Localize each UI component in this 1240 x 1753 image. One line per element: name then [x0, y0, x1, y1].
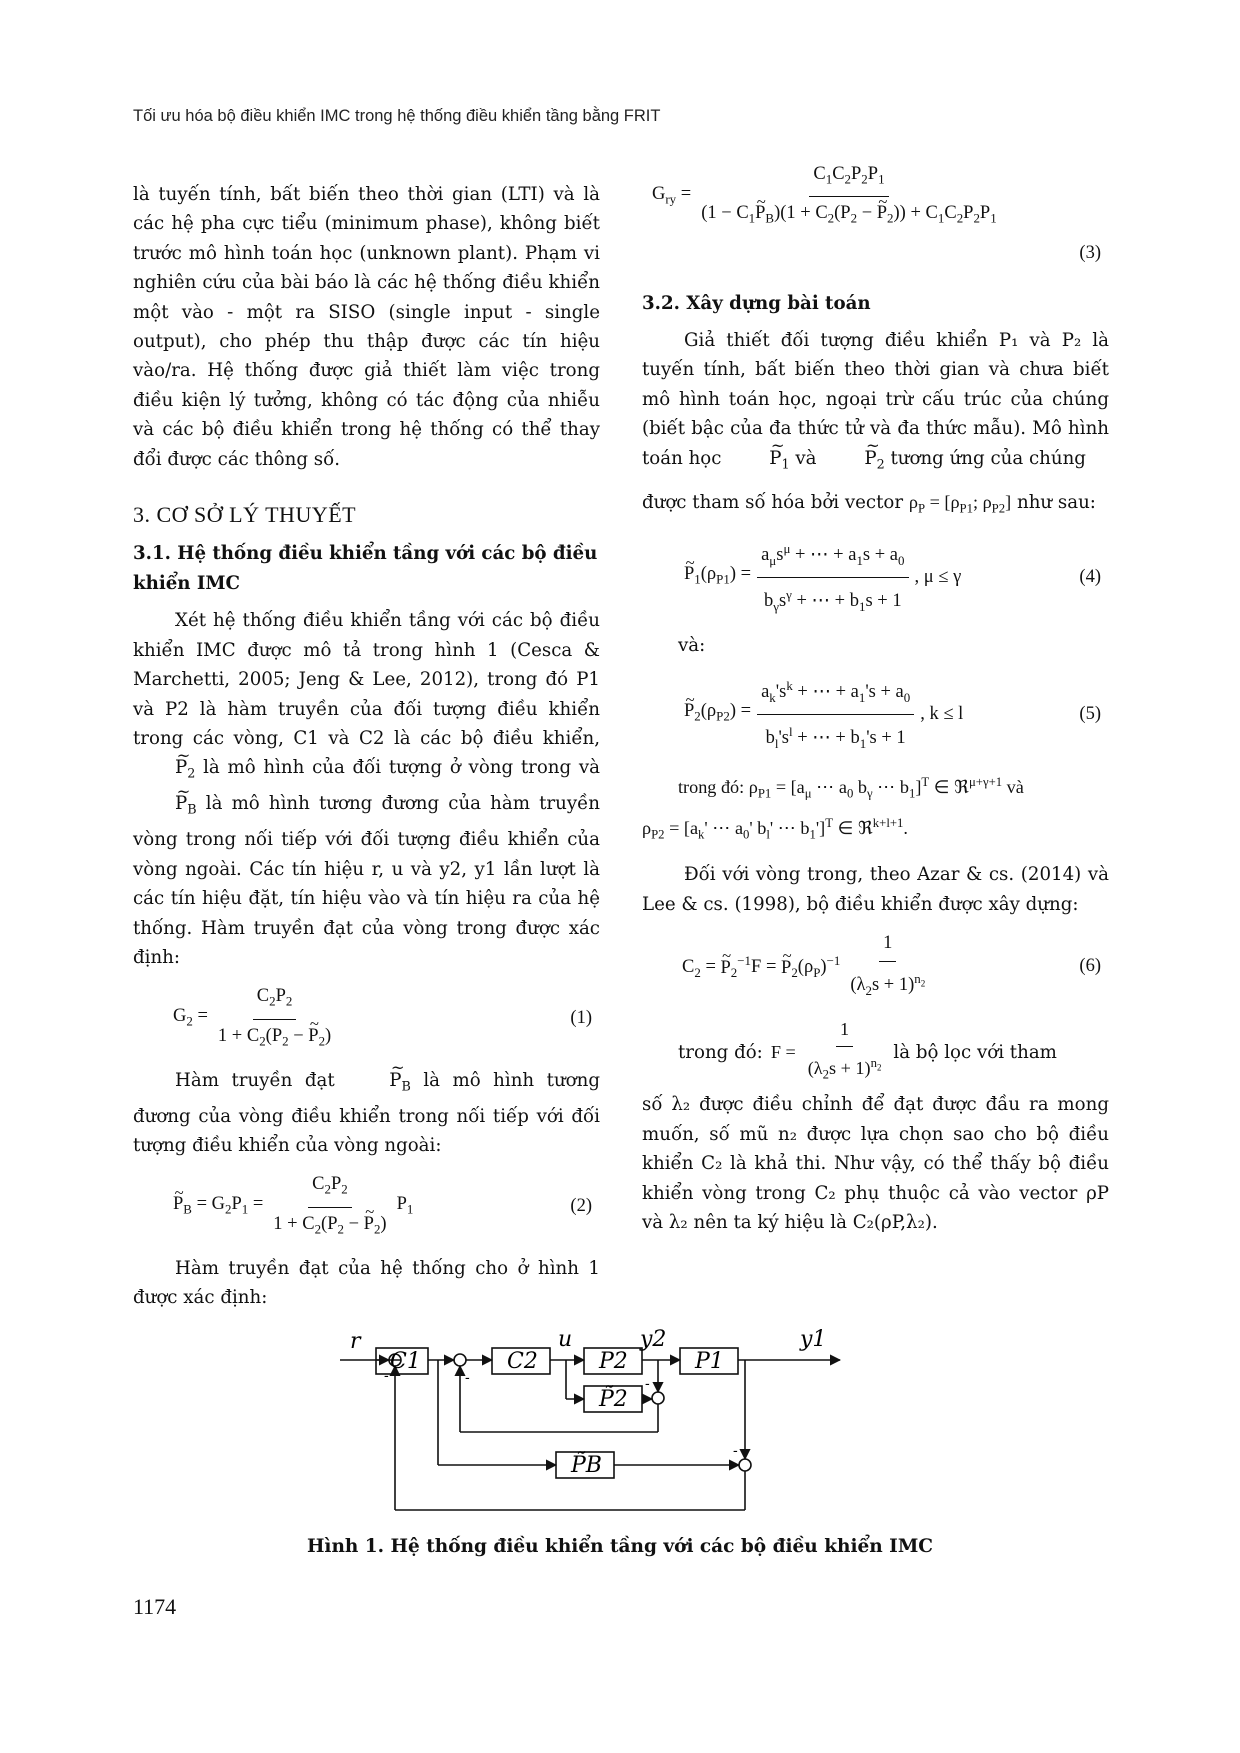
sign-inner: - [465, 1370, 470, 1386]
equation-2-number: (2) [570, 1196, 592, 1217]
block-p2-model-label: P̃2 [599, 1387, 628, 1412]
sign-pb: - [733, 1443, 738, 1459]
parameter-paragraph: được tham số hóa bởi vector $\rho_P = [\rho_{P1}$; $\rho_{P2}$] như sau: [642, 491, 1096, 516]
pb-tilde-symbol: ~ $P_B$ [133, 793, 197, 814]
equation-4: ~ $P_1(\rho_{P1})$ = $\frac{a_\mu s^\mu + \cdots + a_1s + a_0}{b_\gamma s^\gamma + \cdots + b_1s + 1}$ , μ ≤ γ (4) [642, 534, 1109, 622]
block-c1-label: C1 [390, 1349, 421, 1374]
conclusion-paragraph: số λ₂ được điều chỉnh để đạt được đầu ra mong muốn, số mũ n₂ được lựa chọn sao cho bộ điều khiển C₂ là khả thi. Như vậy, có thể thấy bộ điều khiển vòng trong C₂ phụ thuộc cả vào vector ρP và λ₂ nên ta ký hiệu là C₂(ρP,λ₂). [642, 1094, 1109, 1233]
signal-y1: y1 [800, 1327, 827, 1352]
sum-junction-inner [454, 1354, 466, 1366]
equation-6: $C_2$ = ~ $P_2^{-1}F$ = ~ $P_2(\rho_P)^{-1}$ $\frac{1}{(\lambda_2s + 1)^{n_2}}$ (6) [642, 929, 1109, 1005]
sign-p2: - [645, 1376, 650, 1392]
left-column [133, 180, 600, 1312]
cascade-block-diagram [340, 1320, 910, 1525]
sign-outer: - [384, 1368, 389, 1384]
equation-3-number: (3) [1079, 243, 1101, 264]
equation-4-number: (4) [1079, 566, 1101, 587]
cascade-paragraph: Xét hệ thống điều khiển tầng với các bộ điều khiển IMC được mô tả trong hình 1 (Cesca & Marchetti, 2005; Jeng & Lee, 2012), trong đó P1 và P2 là hàm truyền của đối tượng điều khiển trong các vòng, C1 và C2 là các bộ điều khiển, ~ $P_2$ là mô hình của đối tượng ở vòng trong và ~ $P_B$ là mô hình tương đương của hàm truyền vòng trong nối tiếp với đối tượng điều khiển của vòng ngoài. Các tín hiệu r, u và y2, y1 lần lượt là các tín hiệu đặt, tín hiệu vào và tín hiệu ra của hệ thống. Hàm truyền đạt của vòng trong được xác định: [133, 606, 600, 972]
system-paragraph: Hàm truyền đạt của hệ thống cho ở hình 1 được xác định: [133, 1257, 600, 1309]
subsection-heading-3-1: 3.1. Hệ thống điều khiển tầng với các bộ điều khiển IMC [133, 543, 598, 594]
p2-tilde-symbol: ~ $P_2$ [133, 757, 195, 778]
intro-paragraph: là tuyến tính, bất biến theo thời gian (LTI) và là các hệ pha cực tiểu (minimum phase), không biết trước mô hình toán học (unknown plant). Phạm vi nghiên cứu của bài báo là các hệ thống điều khiển một vào - một ra SISO (single input - single output), cho phép thu thập được các tín hiệu vào/ra. Hệ thống được giả thiết làm việc trong điều kiện lý tưởng, không có tác động của nhiễu và các bộ điều khiển trong hệ thống có thể thay đổi được các thông số. [133, 184, 600, 470]
signal-y2: y2 [640, 1327, 667, 1352]
block-p1-label: P1 [695, 1349, 724, 1374]
equation-5-number: (5) [1079, 703, 1101, 724]
pb-paragraph: Hàm truyền đạt ~ $P_B$ là mô hình tương đương của vòng điều khiển trong nối tiếp với đối tượng điều khiển của vòng ngoài: [133, 1066, 600, 1161]
equation-1: $G_2$ = $\frac{C_2P_2}{1 + C_2(P_2 - \sim P_2)}$ (1) [133, 982, 600, 1055]
page-number: 1174 [133, 1594, 177, 1619]
subsection-heading-3-2: 3.2. Xây dựng bài toán [642, 292, 871, 314]
rho-p2-definition: $\rho_{P2} = [a_k'$ ⋯ $a_0'$ $b_l'$ ⋯ $b_1']^T$ ∈ ℜ$^{k+l+1}$. [642, 816, 908, 842]
problem-paragraph: Giả thiết đối tượng điều khiển P₁ và P₂ là tuyến tính, bất biến theo thời gian và chưa biết mô hình toán học, ngoại trừ cấu trúc của chúng (biết bậc của đa thức tử và đa thức mẫu). Mô hình toán học ~ $P_1$ và ~ $P_2$ tương ứng của chúng [642, 326, 1109, 480]
signal-r: r [350, 1329, 361, 1354]
figure-caption: Hình 1. Hệ thống điều khiển tầng với các bộ điều khiển IMC [306, 1536, 934, 1557]
signal-u: u [558, 1327, 573, 1352]
block-pb-model-label: P̃B [571, 1453, 602, 1478]
equation-6-number: (6) [1079, 956, 1101, 977]
and-text: và: [678, 635, 706, 657]
equation-5: ~ $P_2(\rho_{P2})$ = $\frac{a_k's^k + \cdots + a_1's + a_0}{b_l's^l + \cdots + b_1's + 1}$ , k ≤ l (5) [642, 671, 1109, 759]
right-column [642, 160, 1109, 1237]
sum-junction-p2 [652, 1392, 664, 1404]
block-c2-label: C2 [507, 1349, 538, 1374]
rho-definition: trong đó: $\rho_{P1} = [a_\mu$ ⋯ $a_0$ $b_\gamma$ ⋯ $b_1]^T$ ∈ ℜ$^{\mu+\gamma+1}$ và [678, 775, 1024, 801]
equation-1-number: (1) [570, 1008, 592, 1029]
inner-loop-paragraph: Đối với vòng trong, theo Azar & cs. (2014) và Lee & cs. (1998), bộ điều khiển được xây dựng: [642, 864, 1109, 915]
equation-2: ~ $P_B = G_2P_1$ = $\frac{C_2P_2}{1 + C_2(P_2 - \sim P_2)}$ $P_1$ (2) [133, 1170, 600, 1243]
sum-junction-pb [739, 1459, 751, 1471]
block-p2-label: P2 [599, 1349, 628, 1374]
section-heading: 3. CƠ SỞ LÝ THUYẾT [133, 502, 357, 528]
filter-definition: trong đó: F = $\frac{1}{(\lambda_2s + 1)^{n_2}}$ là bộ lọc với tham [642, 1015, 1109, 1091]
equation-3: $G_{ry}$ = $\frac{C_1C_2P_2P_1}{(1 - C_1\sim P_B)(1 + C_2(P_2 - \sim P_2)) + C_1C_2P_2P_1}$ [642, 160, 1109, 233]
running-title: Tối ưu hóa bộ điều khiển IMC trong hệ thống điều khiển tầng bằng FRIT [133, 107, 661, 125]
